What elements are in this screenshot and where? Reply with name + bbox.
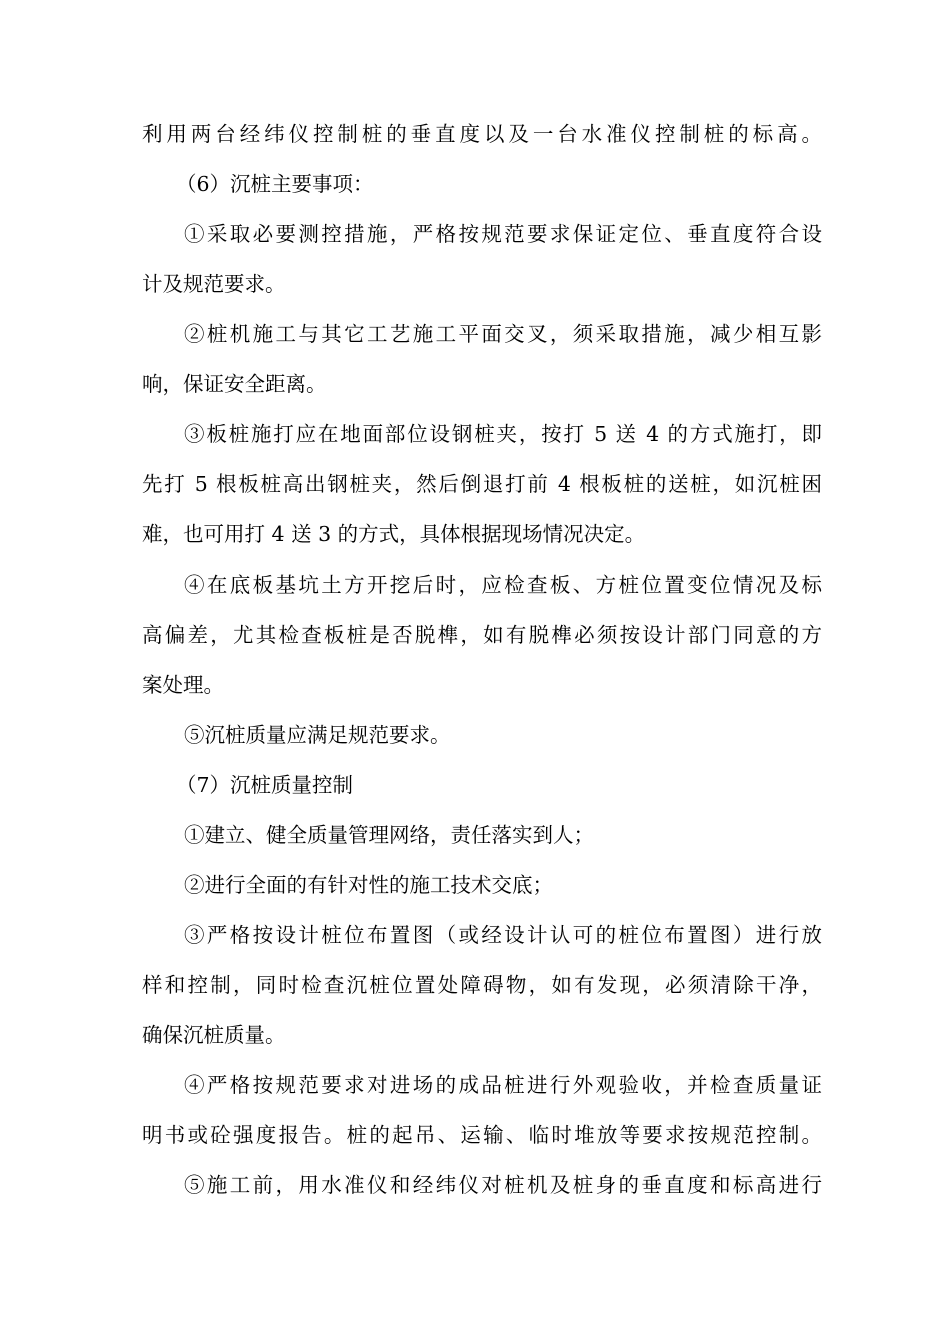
text-line: ①采取必要测控措施，严格按规范要求保证定位、垂直度符合设 (184, 222, 822, 246)
text-line: ⑤施工前，用水准仪和经纬仪对桩机及桩身的垂直度和标高进行 (184, 1173, 822, 1197)
text-line: ③板桩施打应在地面部位设钢桩夹，按打 5 送 4 的方式施打，即 (184, 422, 822, 446)
text-line: ④严格按规范要求对进场的成品桩进行外观验收，并检查质量证 (184, 1073, 822, 1097)
text-line: ②进行全面的有针对性的施工技术交底； (184, 873, 553, 897)
section-heading: （7）沉桩质量控制 (176, 773, 354, 797)
text-line: 高偏差，尤其检查板桩是否脱榫，如有脱榫必须按设计部门同意的方 (142, 623, 822, 647)
section-heading: （6）沉桩主要事项： (176, 172, 374, 196)
text-line: 利用两台经纬仪控制桩的垂直度以及一台水准仪控制桩的标高。 (142, 122, 822, 146)
text-line: ①建立、健全质量管理网络，责任落实到人； (184, 823, 594, 847)
text-line: 响，保证安全距离。 (142, 372, 327, 396)
text-line: ④在底板基坑土方开挖后时，应检查板、方桩位置变位情况及标 (184, 573, 822, 597)
text-line: ②桩机施工与其它工艺施工平面交叉，须采取措施，减少相互影 (184, 322, 822, 346)
text-line: 样和控制，同时检查沉桩位置处障碍物，如有发现，必须清除干净， (142, 973, 822, 997)
text-line: 案处理。 (142, 673, 224, 697)
text-line: 明书或砼强度报告。桩的起吊、运输、临时堆放等要求按规范控制。 (142, 1123, 822, 1147)
text-line: 计及规范要求。 (142, 272, 286, 296)
text-line: 难，也可用打 4 送 3 的方式，具体根据现场情况决定。 (142, 522, 646, 546)
text-line: ⑤沉桩质量应满足规范要求。 (184, 723, 451, 747)
text-line: 确保沉桩质量。 (142, 1023, 286, 1047)
text-line: 先打 5 根板桩高出钢桩夹，然后倒退打前 4 根板桩的送桩，如沉桩困 (142, 472, 822, 496)
text-line: ③严格按设计桩位布置图（或经设计认可的桩位布置图）进行放 (184, 923, 822, 947)
